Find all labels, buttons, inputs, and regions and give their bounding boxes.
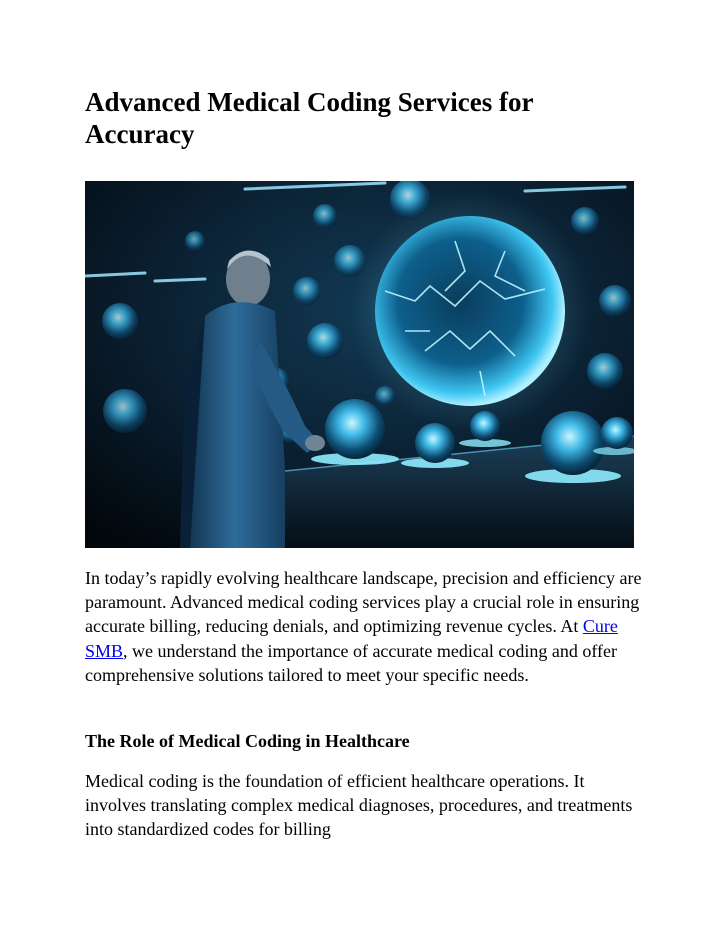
intro-text-after-link: , we understand the importance of accurate medical coding and offer comprehensive solutions tailored to meet your specific needs. <box>85 640 617 685</box>
hero-image <box>85 181 634 548</box>
section-paragraph: Medical coding is the foundation of efficient healthcare operations. It involves translating complex medical diagnoses, procedures, and treatments into standardized codes for billing <box>85 771 633 840</box>
intro-paragraph <box>85 566 645 687</box>
intro-text-before-link: In today’s rapidly evolving healthcare landscape, precision and efficiency are paramount. Advanced medical coding services play a crucial role in ensuring accurate billing, reducing denials, and optimizing revenue cycles. At <box>85 568 642 637</box>
cure-smb-link[interactable]: Cure SMB <box>85 616 618 661</box>
page-title: Advanced Medical Coding Services for Accuracy <box>85 87 533 149</box>
section-heading: The Role of Medical Coding in Healthcare <box>85 731 410 751</box>
scientist-with-glowing-orbs-illustration <box>85 181 634 548</box>
